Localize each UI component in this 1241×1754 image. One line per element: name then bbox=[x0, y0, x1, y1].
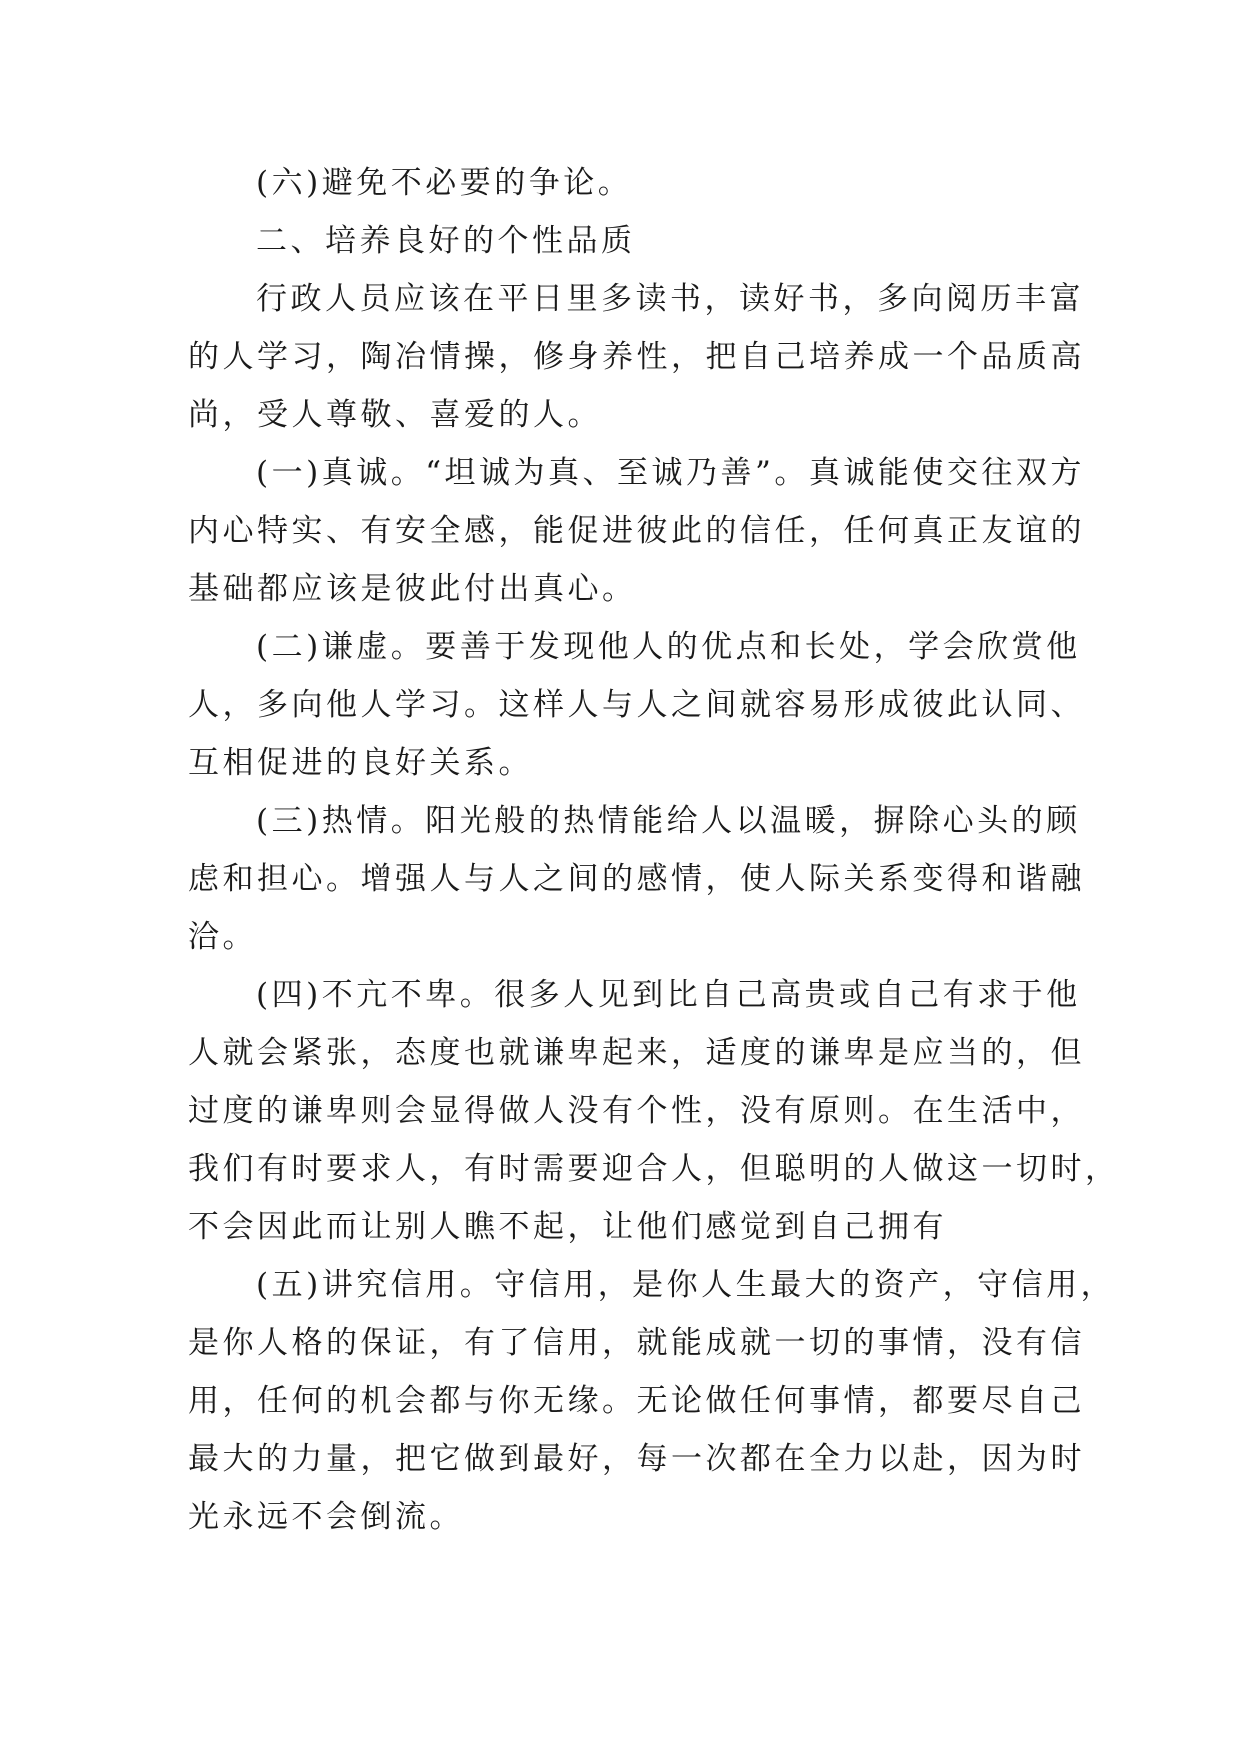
text-line: 我们有时要求人，有时需要迎合人，但聪明的人做这一切时， bbox=[188, 1151, 1120, 1187]
text-line: 过度的谦卑则会显得做人没有个性，没有原则。在生活中， bbox=[188, 1093, 1085, 1129]
text-line: 洽。 bbox=[188, 919, 257, 955]
text-line: (六)避免不必要的争论。 bbox=[256, 165, 633, 201]
text-line: 内心特实、有安全感，能促进彼此的信任，任何真正友谊的 bbox=[188, 513, 1085, 549]
text-line: (二)谦虚。要善于发现他人的优点和长处，学会欣赏他 bbox=[256, 629, 1081, 665]
text-line: 基础都应该是彼此付出真心。 bbox=[188, 571, 637, 607]
text-line: (四)不亢不卑。很多人见到比自己高贵或自己有求于他 bbox=[256, 977, 1081, 1013]
text-line: 行政人员应该在平日里多读书，读好书，多向阅历丰富 bbox=[256, 281, 1084, 317]
document-body bbox=[188, 154, 1120, 1546]
text-line: 的人学习，陶冶情操，修身养性，把自己培养成一个品质高 bbox=[188, 339, 1085, 375]
text-line: 尚，受人尊敬、喜爱的人。 bbox=[188, 397, 602, 433]
section-heading: 二、培养良好的个性品质 bbox=[256, 223, 636, 259]
text-line: (五)讲究信用。守信用，是你人生最大的资产，守信用， bbox=[256, 1267, 1116, 1303]
text-line: 最大的力量，把它做到最好，每一次都在全力以赴，因为时 bbox=[188, 1441, 1085, 1477]
text-line: (三)热情。阳光般的热情能给人以温暖，摒除心头的顾 bbox=[256, 803, 1081, 839]
text-line: 人就会紧张，态度也就谦卑起来，适度的谦卑是应当的，但 bbox=[188, 1035, 1085, 1071]
text-line: 用，任何的机会都与你无缘。无论做任何事情，都要尽自己 bbox=[188, 1383, 1085, 1419]
text-line: 是你人格的保证，有了信用，就能成就一切的事情，没有信 bbox=[188, 1325, 1085, 1361]
text-line: 互相促进的良好关系。 bbox=[188, 745, 533, 781]
text-line: 人，多向他人学习。这样人与人之间就容易形成彼此认同、 bbox=[188, 687, 1085, 723]
text-line: 不会因此而让别人瞧不起，让他们感觉到自己拥有 bbox=[188, 1209, 947, 1245]
text-line: (一)真诚。“坦诚为真、至诚乃善”。真诚能使交往双方 bbox=[256, 455, 1085, 491]
text-line: 光永远不会倒流。 bbox=[188, 1499, 464, 1535]
text-line: 虑和担心。增强人与人之间的感情，使人际关系变得和谐融 bbox=[188, 861, 1085, 897]
